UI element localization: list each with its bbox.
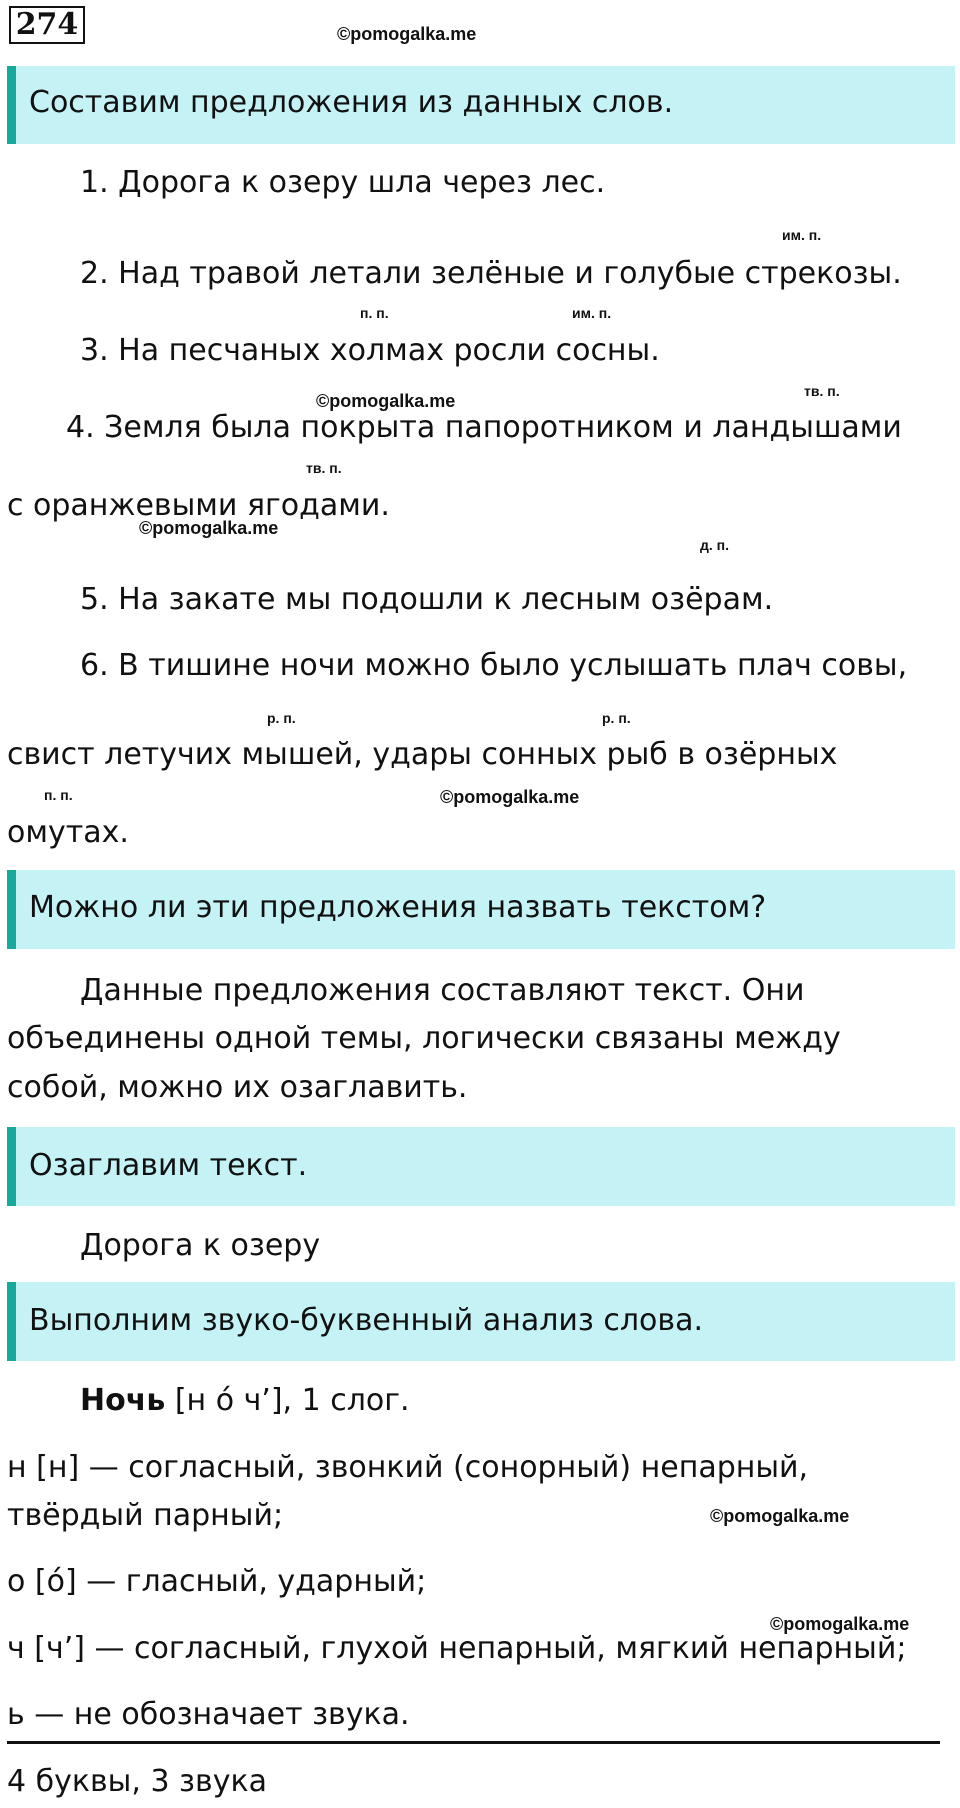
watermark: ©pomogalka.me [770,1614,910,1634]
section-title: Можно ли эти предложения назвать текстом? [29,890,767,925]
sentence-6-line-3: омутах. [7,815,129,850]
answer-line-1: Данные предложения составляют текст. Они [80,973,805,1008]
sentence-6-line-2: свист летучих мышей, удары сонных рыб в озёрных [7,737,838,772]
section-header-is-text [7,870,955,949]
analysis-n-line-1: н [н] — согласный, звонкий (сонорный) непарный, [7,1450,809,1485]
case-label: д. п. [700,537,730,553]
answer-line-3: собой, можно их озаглавить. [7,1070,468,1105]
summary-divider [7,1741,940,1744]
case-label: им. п. [782,227,822,243]
watermark: ©pomogalka.me [337,24,477,44]
analysis-n-line-2: твёрдый парный; [7,1498,284,1533]
text-title: Дорога к озеру [80,1228,321,1263]
watermark: ©pomogalka.me [139,518,279,538]
section-header-analysis [7,1282,955,1361]
sentence-4-line-2: с оранжевыми ягодами. [7,488,390,523]
case-label: п. п. [360,305,389,321]
watermark: ©pomogalka.me [710,1506,850,1526]
case-label: тв. п. [804,383,840,399]
analysis-ch-line: ч [ч’] — согласный, глухой непарный, мягкий непарный; [7,1631,907,1666]
task-number: 274 [9,6,85,44]
case-label: р. п. [267,710,296,726]
section-title: Озаглавим текст. [29,1148,308,1183]
case-label: тв. п. [306,460,342,476]
sentence-4-line-1: 4. Земля была покрыта папоротником и ландышами [66,410,902,445]
answer-line-2: объединены одной темы, логически связаны между [7,1021,841,1056]
section-title: Составим предложения из данных слов. [29,85,674,120]
analysis-o-line: о [ó] — гласный, ударный; [7,1564,427,1599]
case-label: р. п. [602,710,631,726]
sentence-3: 3. На песчаных холмах росли сосны. [80,333,660,368]
case-label: им. п. [572,305,612,321]
section-title: Выполним звуко-буквенный анализ слова. [29,1303,704,1338]
analysis-transcription: [н ó ч’], 1 слог. [165,1383,410,1418]
watermark: ©pomogalka.me [440,787,580,807]
case-label: п. п. [44,787,73,803]
sentence-6-line-1: 6. В тишине ночи можно было услышать плач совы, [80,648,908,683]
analysis-word-line [80,1384,410,1418]
sentence-5: 5. На закате мы подошли к лесным озёрам. [80,582,774,617]
sentence-2: 2. Над травой летали зелёные и голубые стрекозы. [80,256,902,291]
analysis-summary: 4 буквы, 3 звука [7,1764,267,1799]
analysis-soft-sign-line: ь — не обозначает звука. [7,1697,410,1732]
sentence-1: 1. Дорога к озеру шла через лес. [80,165,606,200]
section-header-title [7,1127,955,1206]
watermark: ©pomogalka.me [316,391,456,411]
section-header-make-sentences [7,66,955,144]
analysis-word: Ночь [80,1383,166,1418]
